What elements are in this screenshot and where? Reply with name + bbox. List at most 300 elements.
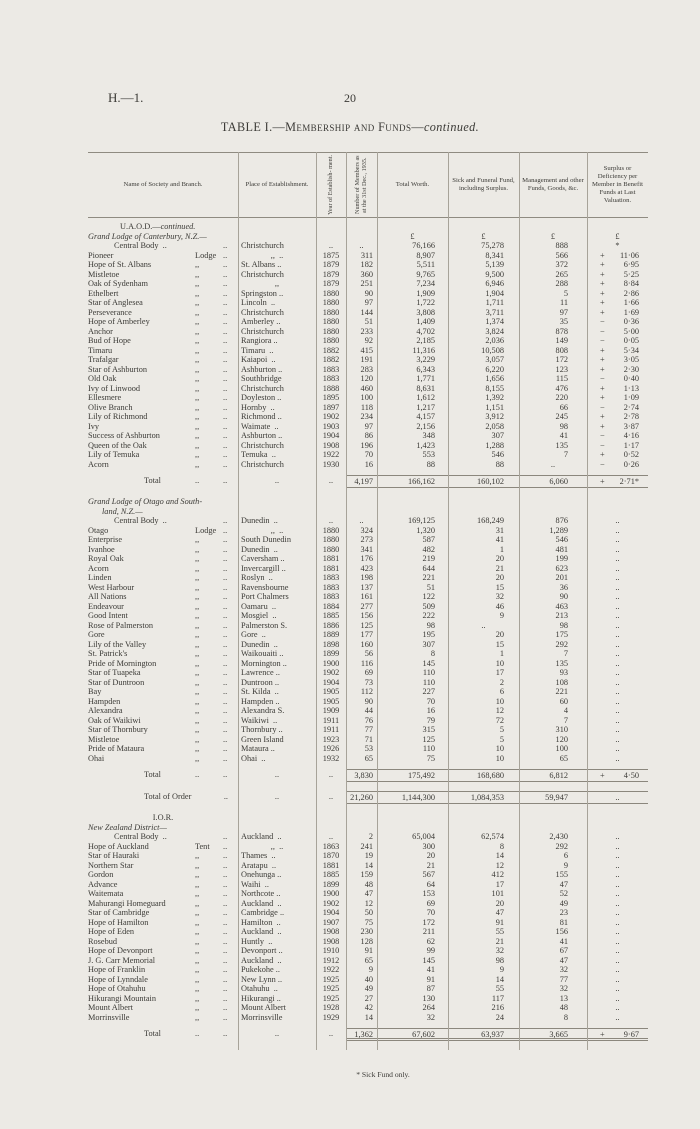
place-cell: Devonport .. [241,946,283,955]
place-cell: Springston .. [241,288,284,298]
members-cell: 112 [360,687,373,696]
society-name-cell [88,516,238,526]
place-cell: Richmond .. [241,412,282,421]
place-cell: Dunedin .. [241,516,278,525]
year-cell: 1886 [322,620,340,630]
members-cell: 51 [364,317,373,326]
society-name-cell [88,937,238,947]
table-row [88,441,648,451]
table-title-continued: continued. [423,120,480,134]
members-cell: .. [359,241,364,250]
management-cell: 220 [555,393,568,402]
surplus-cell: .. [615,611,620,620]
members-total-cell: 4,197 [346,475,377,488]
management-cell: 4 [563,706,568,715]
lodge-designator: ,, [195,974,200,984]
total-worth-cell: 264 [422,1003,435,1012]
place-cell: ,, .. [270,841,284,851]
lodge-designator: ,, [195,917,200,927]
table-row [88,365,648,375]
sick-fund-cell: 101 [491,889,504,898]
table-row [88,965,648,975]
table-row [88,535,648,545]
society-name-cell [88,374,238,384]
society-name-cell [88,535,238,545]
column-divider [316,152,317,1050]
leader-dots: .. [223,744,228,753]
members-cell: 277 [360,601,373,611]
management-cell: 48 [559,1003,568,1012]
leader-dots: .. [223,965,228,974]
sick-fund-cell: 31 [495,525,504,535]
surplus-cell: .. [615,1003,620,1012]
lodge-designator: ,, [195,393,200,402]
sick-fund-cell: 75,278 [481,241,504,250]
section-heading-row [88,823,648,833]
sick-fund-cell: 88 [495,459,504,469]
table-title-prefix: TABLE I. [220,120,273,134]
currency-symbol [448,222,519,232]
members-cell: 50 [364,908,373,917]
column-divider [346,152,347,1050]
society-name: Good Intent [88,611,128,620]
total-worth-cell: 87 [426,984,435,993]
leader-dots: .. [223,516,228,525]
table-row [88,450,648,460]
society-name: Hikurangi Mountain [88,993,156,1003]
leader-dots: .. [223,421,228,431]
surplus-cell [587,251,648,261]
management-cell: 1,289 [549,525,568,535]
surplus-cell: .. [615,927,620,936]
table-row [88,706,648,716]
management-cell: 98 [559,421,568,431]
year-cell: 1880 [322,525,340,535]
sick-fund-cell: 12 [495,860,504,870]
total-worth-cell: 1,409 [416,317,435,326]
society-name-cell [88,678,238,688]
table-row [88,592,648,602]
year-cell: 1909 [322,706,340,715]
place-cell: Thames .. [241,851,276,860]
surplus-value: 11·06 [619,250,639,260]
surplus-cell: .. [615,535,620,544]
lodge-designator: ,, [195,639,200,649]
place-cell: Aratapu .. [241,860,277,870]
surplus-cell: .. [615,573,620,582]
leader-dots: .. [223,241,228,250]
surplus-cell: .. [615,974,620,984]
year-cell: 1925 [322,984,340,993]
table-row [88,374,648,384]
members-cell: 42 [364,1003,373,1012]
section-heading-row [88,222,648,232]
management-cell: 100 [555,744,568,753]
surplus-value: 2·74 [623,402,639,412]
society-name-cell [88,526,238,536]
society-name-cell [88,450,238,460]
management-cell: 49 [559,898,568,908]
society-name-cell [88,260,238,270]
society-name: Rose of Palmerston [88,620,153,630]
place-cell: Auckland .. [241,955,282,965]
year-cell: 1895 [322,393,340,402]
sick-fund-cell: 307 [491,431,504,440]
lodge-designator: ,, [195,715,200,725]
year-cell: 1880 [322,317,340,326]
surplus-cell: .. [615,639,620,649]
surplus-sign: + [600,771,605,780]
society-name-cell [88,279,238,289]
year-cell: 1907 [322,917,340,927]
leader-dots: .. [223,345,228,355]
surplus-cell: .. [615,744,620,753]
surplus-cell [587,260,648,270]
society-name: Old Oak [88,374,117,383]
surplus-value: 8·84 [623,279,639,288]
management-cell: 77 [559,974,568,984]
spacer-cell [238,507,316,517]
surplus-cell: .. [615,917,620,927]
surplus-value: 2·71* [619,477,639,486]
leader-dots: .. [223,832,228,841]
society-name: Hope of Franklin [88,965,146,974]
sick-fund-cell: 1 [499,649,504,658]
section-heading-text: Grand Lodge of Otago and South- [88,497,203,506]
total-worth-cell: 1,909 [416,288,435,298]
leader-dots: .. [195,476,200,485]
year-cell: 1883 [322,582,340,592]
total-worth-cell: 348 [422,431,435,440]
members-cell: 27 [364,993,373,1003]
members-total-cell: 3,830 [346,769,377,782]
members-cell: 273 [360,535,373,544]
members-cell: 137 [360,582,373,592]
lodge-designator: Lodge [195,250,217,260]
management-cell: 67 [559,946,568,955]
year-cell: 1880 [322,307,340,317]
year-cell: .. [328,1029,334,1038]
surplus-cell [587,475,648,488]
place-cell: New Lynn .. [241,974,283,984]
management-cell: 23 [559,908,568,917]
surplus-cell: .. [615,687,620,696]
leader-dots: .. [223,946,228,955]
surplus-cell [587,317,648,327]
society-name: Perseverance [88,307,132,317]
total-worth-cell: 20 [426,851,435,860]
lodge-designator: ,, [195,889,200,898]
total-label: Total [144,476,161,485]
members-cell: 251 [360,279,373,288]
currency-symbol: £ [410,231,415,241]
members-cell: 12 [364,898,373,908]
table-row [88,994,648,1004]
society-name: Star of Thornbury [88,725,148,734]
society-name-cell [88,918,238,928]
section-heading-row [88,813,648,823]
society-name-cell [88,422,238,432]
surplus-cell: .. [615,889,620,898]
total-worth-total-cell: 175,492 [377,769,448,782]
table-row [88,516,648,526]
members-cell: 65 [364,955,373,965]
society-name-cell [88,735,238,745]
surplus-value: 1·69 [623,307,639,317]
sick-fund-cell: 6,946 [485,279,504,288]
surplus-cell [587,327,648,337]
sick-fund-total-cell: 160,102 [448,475,519,488]
lodge-designator: ,, [195,279,200,288]
society-name: Timaru [88,345,113,355]
place-cell: Hornby .. [241,402,275,412]
surplus-sign: + [600,307,605,317]
table-row [88,355,648,365]
total-worth-cell: 9,765 [416,269,435,279]
sick-fund-cell: 1,711 [485,298,504,307]
surplus-sign: + [600,288,605,298]
sick-fund-cell: 15 [495,639,504,649]
leader-dots: .. [223,440,228,450]
sick-fund-cell: 9 [499,611,504,620]
place-cell: Roslyn .. [241,573,273,582]
management-cell: 149 [555,336,568,345]
society-name: Queen of the Oak [88,440,147,450]
place-cell: Cambridge .. [241,908,285,917]
sick-fund-cell: 8 [499,841,504,851]
year-cell: 1930 [322,459,340,469]
surplus-value: 1·09 [623,393,639,402]
society-name-cell [88,994,238,1004]
place-cell: Northcote .. [241,889,281,898]
society-name-cell [88,441,238,451]
year-cell: 1902 [322,668,340,677]
surplus-value: 0·40 [623,374,639,383]
place-cell: Waikiwi .. [241,715,278,725]
total-worth-cell: 32 [426,1012,435,1022]
section-heading [88,222,238,232]
society-name: Hope of Otahuhu [88,984,146,993]
surplus-cell: .. [615,955,620,965]
column-divider [238,152,239,1050]
management-cell: 93 [559,668,568,677]
sick-fund-cell: 15 [495,582,504,592]
society-name: Hope of Hamilton [88,917,149,927]
total-label: Total [144,1029,161,1038]
surplus-sign: + [600,364,605,374]
members-cell: 120 [360,374,373,383]
society-name-cell [88,241,238,251]
management-cell: 41 [559,936,568,946]
place-cell: St. Kilda .. [241,687,279,696]
society-name: Star of Ashburton [88,364,147,374]
surplus-cell: .. [615,582,620,592]
table-row [88,346,648,356]
leader-dots: .. [223,668,228,677]
society-name: Star of Hauraki [88,851,140,860]
society-name-cell [88,908,238,918]
table-row [88,735,648,745]
leader-dots [191,791,223,804]
society-name: Hampden [88,696,121,706]
place-cell: Alexandra S. [241,706,285,715]
table-row [88,621,648,631]
surplus-cell: .. [615,965,620,974]
sick-fund-cell: 14 [495,851,504,860]
total-worth-cell: 1,320 [416,525,435,535]
lodge-designator: ,, [195,649,200,658]
year-cell: 1902 [322,412,340,421]
currency-symbol [377,497,448,507]
year-cell: 1904 [322,908,340,917]
year-cell: 1898 [322,639,340,649]
table-row [88,851,648,861]
society-name-cell [88,659,238,669]
lodge-designator: ,, [195,364,200,374]
society-name: Advance [88,879,118,889]
society-name-cell [88,697,238,707]
year-cell: 1900 [322,889,340,898]
surplus-cell: .. [615,984,620,993]
leader-dots: .. [223,879,228,889]
management-cell: .. [550,459,556,469]
currency-symbol [519,813,587,823]
surplus-cell: .. [615,706,620,715]
members-cell: 90 [364,696,373,706]
place-cell: St. Albans .. [241,260,282,269]
surplus-cell: .. [615,898,620,908]
place-cell: Dunedin .. [241,544,278,554]
society-name-cell [88,298,238,308]
place-cell: .. [274,476,280,485]
table-row [88,412,648,422]
lodge-designator: ,, [195,355,200,364]
total-worth-cell: 76,166 [412,241,435,250]
lodge-designator: ,, [195,269,200,279]
sick-fund-cell: 8,155 [485,383,504,393]
table-row [88,251,648,261]
spacer-cell [238,222,316,232]
management-cell: 888 [555,241,568,250]
lodge-designator: ,, [195,851,200,860]
society-name: Star of Duntroon [88,677,145,687]
leader-dots: .. [223,870,228,879]
year-cell: .. [328,770,334,779]
surplus-value: 2·30 [623,364,639,374]
year-cell: 1880 [322,298,340,307]
members-cell: 47 [364,889,373,898]
spacer-cell [346,232,377,242]
spacer-cell [238,813,316,823]
society-name: Acorn [88,459,109,469]
management-cell: 213 [555,611,568,620]
table-row [88,918,648,928]
leader-dots: .. [223,525,228,535]
table-row [88,260,648,270]
management-cell: 623 [555,563,568,573]
total-label-cell [88,769,238,782]
members-cell: 97 [364,421,373,431]
surplus-cell [587,308,648,318]
place-cell: Ravensbourne [241,582,289,592]
table-row [88,984,648,994]
table-row [88,630,648,640]
year-cell: 1900 [322,658,340,668]
management-cell: 481 [555,544,568,554]
members-cell: 177 [360,630,373,639]
place-cell: Port Chalmers [241,592,289,601]
place-cell: Christchurch [241,241,284,250]
spacer-cell [346,813,377,823]
place-cell: Duntroon .. [241,677,280,687]
sick-fund-cell: 62,574 [481,832,504,841]
lodge-designator: ,, [195,984,200,993]
place-cell: Timaru .. [241,345,274,355]
sick-fund-cell: 9,500 [485,269,504,279]
lodge-designator: ,, [195,936,200,946]
society-name: Star of Tuapeka [88,668,141,677]
total-worth-cell: 65,004 [412,832,435,841]
year-cell: 1883 [322,592,340,601]
total-worth-cell: 1,771 [416,374,435,383]
surplus-cell: .. [615,725,620,734]
table-row [88,241,648,251]
surplus-cell [587,289,648,299]
sick-fund-cell: 5 [499,734,504,744]
surplus-cell [587,403,648,413]
surplus-cell [587,374,648,384]
table-row [88,687,648,697]
management-total-cell: 6,812 [519,769,587,782]
management-cell: 292 [555,639,568,649]
place-cell: Oamaru .. [241,601,277,611]
table-row [88,697,648,707]
management-cell: 878 [555,326,568,336]
surplus-cell: .. [615,993,620,1003]
leader-dots: .. [223,753,228,763]
place-cell: Auckland .. [241,927,282,936]
leader-dots: .. [223,734,228,744]
lodge-designator: ,, [195,725,200,734]
management-cell: 172 [555,355,568,364]
society-name-cell [88,384,238,394]
members-total-cell: 21,260 [346,791,377,804]
table-row [88,317,648,327]
society-name: Mistletoe [88,269,120,279]
members-cell: 159 [360,870,373,879]
year-cell: 1912 [322,955,340,965]
society-name-cell [88,592,238,602]
sick-fund-cell: 216 [491,1003,504,1012]
page-number: 20 [344,91,356,105]
year-cell: 1922 [322,450,340,459]
lodge-designator: ,, [195,592,200,601]
members-cell: 48 [364,879,373,889]
surplus-sign: + [600,260,605,269]
total-worth-cell: 51 [426,582,435,592]
management-cell: 66 [559,402,568,412]
sick-fund-cell: 1,288 [485,440,504,450]
leader-dots: .. [223,476,228,485]
column-header-place: Place of Establishment. [245,181,309,188]
year-cell: 1903 [322,421,340,431]
sick-fund-cell: 32 [495,592,504,601]
column-divider [377,152,378,1050]
surplus-value: 4·50 [623,771,639,780]
table-row [88,842,648,852]
total-worth-cell: 145 [422,658,435,668]
lodge-designator: ,, [195,288,200,298]
